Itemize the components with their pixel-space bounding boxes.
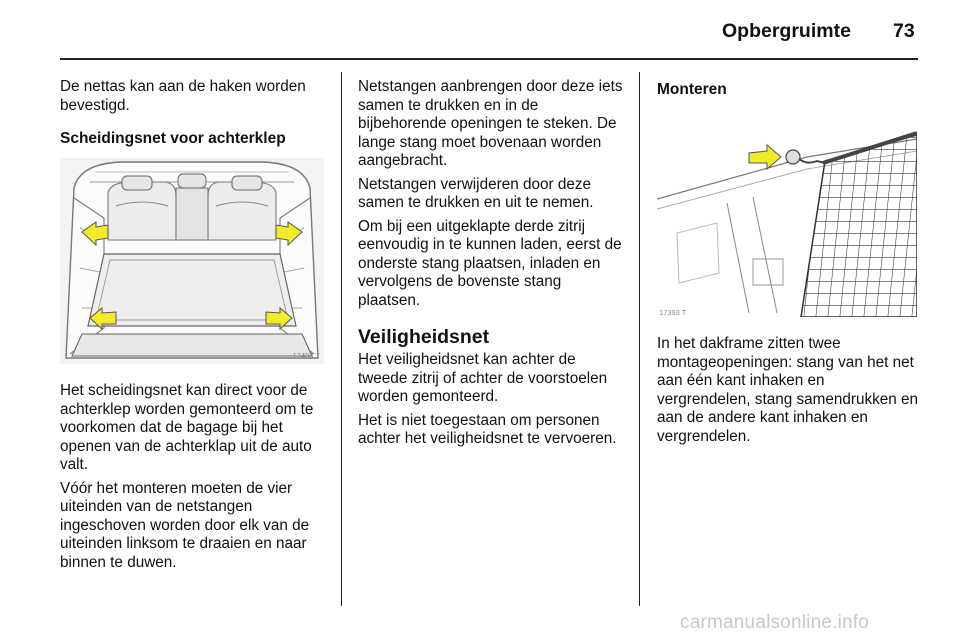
paragraph-aanbrengen: Netstangen aanbrengen door deze iets samen te drukken en in de bijbehorende openingen te steken. De lange stang moet bovenaan worden aangebracht. [358, 78, 623, 169]
paragraph-derde-zitrij: Om bij een uitgeklapte derde zitrij eenvoudig in te kunnen laden, eerst de onderste stang plaatsen, inladen en vervolgens de bovenste stang plaatsen. [358, 217, 622, 309]
page-title: Opbergruimte [722, 20, 851, 42]
cargo-area-illustration [60, 158, 324, 364]
column-1 [60, 78, 326, 577]
paragraph-nettas: De nettas kan aan de haken worden bevestigd. [60, 78, 306, 114]
column-divider-1 [341, 72, 342, 606]
paragraph-verwijderen: Netstangen verwijderen door deze samen te drukken en uit te nemen. [358, 175, 594, 211]
heading-monteren: Monteren [657, 81, 727, 98]
page-number: 73 [893, 20, 915, 42]
roof-net-illustration [657, 113, 917, 317]
paragraph-veiligheidsnet: Het veiligheidsnet kan achter de tweede zitrij of achter de voorstoelen worden gemonteerd. [358, 351, 608, 405]
paragraph-scheidingsnet: Het scheidingsnet kan direct voor de achterklep worden gemonteerd om te voorkomen dat de bagage bij het openen van de achterklap uit de auto valt. [60, 382, 314, 473]
figure-roof-net [657, 113, 917, 317]
paragraph-niet-toegestaan: Het is niet toegestaan om personen achter het veiligheidsnet te vervoeren. [358, 411, 617, 447]
watermark: carmanualsonline.info [680, 612, 870, 633]
figure-cargo-area [60, 158, 324, 364]
figure-code: 17393 T [659, 308, 687, 317]
paragraph-dakframe: In het dakframe zitten twee montageopeningen: stang van het net aan één kant inhaken en vergrendelen, stang samendrukken en aan de andere kant inhaken en vergrendelen. [657, 335, 919, 445]
column-divider-2 [639, 72, 640, 606]
column-3 [657, 78, 919, 451]
column-2 [358, 78, 626, 454]
heading-veiligheidsnet: Veiligheidsnet [358, 326, 490, 348]
paragraph-monteren-uiteinden: Vóór het monteren moeten de vier uiteinden van de netstangen ingeschoven worden door elk van de uiteinden linksom te draaien en naar binnen te duwen. [60, 479, 310, 571]
figure-code: 17403 T [292, 351, 320, 360]
header-rule [60, 58, 918, 60]
heading-scheidingsnet: Scheidingsnet voor achterklep [60, 130, 286, 147]
